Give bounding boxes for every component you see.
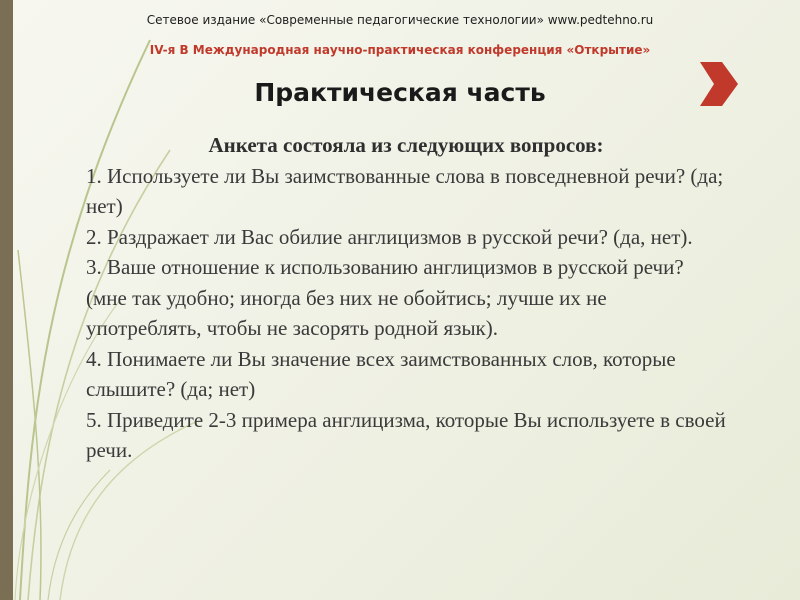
question-item: 5. Приведите 2-3 примера англицизма, которые Вы используете в своей речи. [86,407,726,462]
page-title: Практическая часть [254,78,546,107]
question-item: 3. Ваше отношение к использованию англицизмов в русской речи? (мне так удобно; иногда без них не обойтись; лучше их не употреблять, чтобы не засорять родной язык). [86,255,684,340]
question-item: 1. Используете ли Вы заимствованные слова в повседневной речи? (да; нет) [86,163,724,218]
question-item: 4. Понимаете ли Вы значение всех заимствованных слов, которые слышите? (да; нет) [86,346,676,401]
conference-line: IV-я В Международная научно-практическая конференция «Открытие» [149,43,651,57]
survey-content [86,130,726,466]
survey-heading: Анкета состояла из следующих вопросов: [208,133,604,157]
question-item: 2. Раздражает ли Вас обилие англицизмов в русской речи? (да, нет). [86,224,693,249]
publication-line: Сетевое издание «Современные педагогические технологии» www.pedtehno.ru [146,13,654,27]
